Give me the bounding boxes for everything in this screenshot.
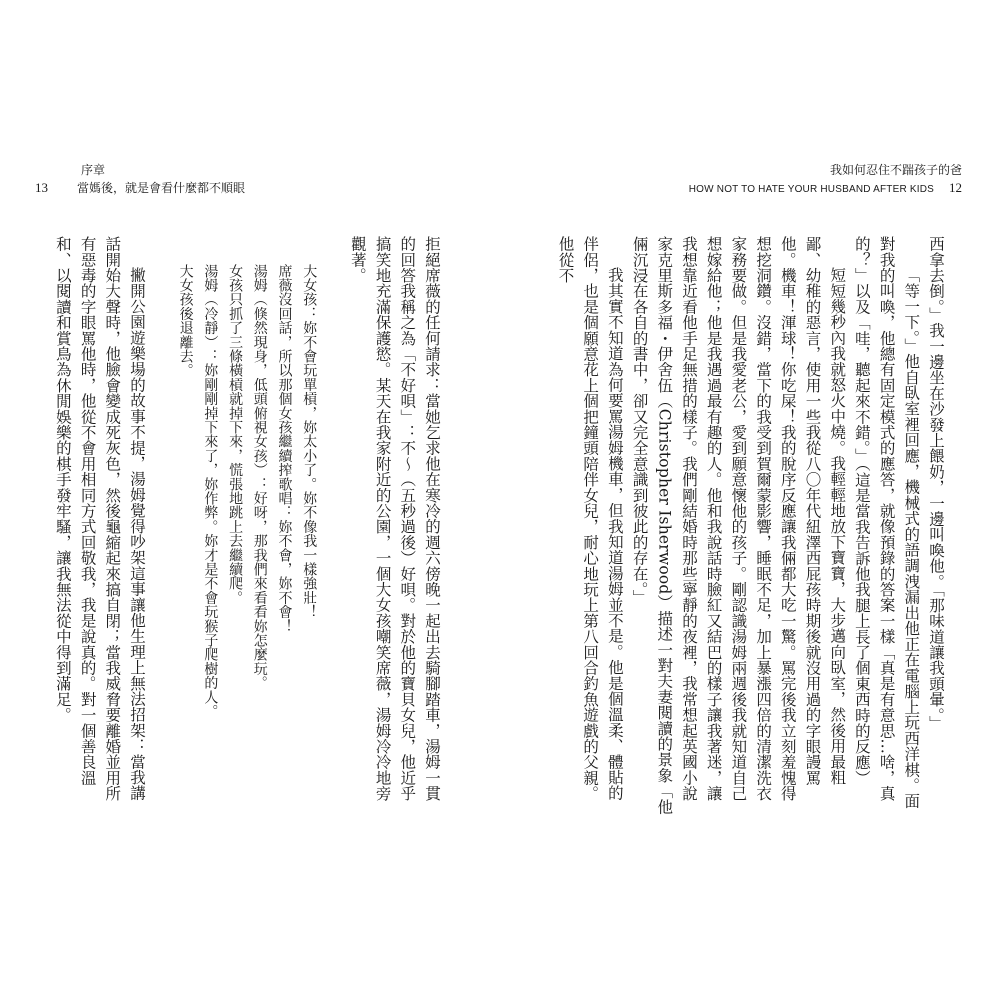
body-text: [556, 236, 948, 816]
running-title-english: HOW NOT TO HATE YOUR HUSBAND AFTER KIDS: [688, 184, 934, 195]
dialog-line: 席薇沒回話，所以那個女孩繼續搾歌唱：妳不會，妳不會！: [276, 264, 293, 634]
spacer: [149, 236, 173, 816]
dialog-line: 湯姆（倏然現身，低頭俯視女孩）：好呀，那我們來看看妳怎麼玩。: [251, 264, 268, 690]
paragraph: 撇開公園遊樂場的故事不提，湯姆覺得吵架這事讓他生理上無法招架：當我講話開始大聲時，他臉會變成死灰色，然後龜縮起來搞自閉；當我威脅要離婚並用所有惡毒的字眼罵他時，他從不會用相同方式回敬我，我是說真的。對一個善良溫和、以閱讀和賞鳥為休閒娛樂的棋手發牢騷，讓我無法從中得到滿足。: [53, 236, 146, 802]
running-title: 我如何忍住不踹孩子的爸: [829, 163, 962, 177]
paragraph: 西拿去倒。」我一邊坐在沙發上餵奶，一邊叫喚他。「那味道讓我頭暈。」: [927, 236, 945, 731]
paragraph: 短短幾秒內我就怒火中燒。我輕輕地放下寶寶，大步邁向臥室，然後用最粗鄙、幼稚的惡言，使用一些我從八〇年代紐澤西屁孩時期後就沒用過的字眼謾罵他。機車！渾球！你吃屎！我的脫序反應讓我倆都大吃一驚。罵完後我立刻羞愧得想挖洞鑽。沒錯，當下的我受到賀爾蒙影響，睡眠不足，加上暴漲四倍的清潔洗衣家務要做。但是我愛老公，愛到願意懷他的孩子。剛認識湯姆兩週後我就知道自己想嫁給他；他是我遇過最有趣的人。他和我說話時臉紅又結巴的樣子讓我著迷，讓我想靠近看他手足無措的樣子。我們剛結婚時那些寧靜的夜裡，我常想起英國小說家克里斯多福・伊舍伍（Christopher Isherwood）描述一對夫妻閱讀的景象「他倆沉浸在各自的書中，卻又完全意識到彼此的存在。」: [630, 236, 847, 815]
dialog-line: 女孩只抓了三條橫槓就掉下來，慌張地跳上去繼續爬。: [227, 264, 244, 605]
paragraph: 「等一下。」他自臥室裡回應，機械式的語調洩漏出他正在電腦上玩西洋棋。面對我的叫喚，他總有固定模式的應答，就像預錄的答案一樣「真是有意思…啥，真的？」以及「哇，聽起來不錯。」（這是當我告訴他我腿上長了個東西時的反應）: [852, 236, 921, 809]
chapter-label: 序章: [81, 163, 106, 177]
dialog-line: 大女孩：妳不會玩單槓，妳太小了。妳不像我一樣強壯！: [301, 264, 318, 619]
page-number: 13: [35, 180, 48, 195]
running-title: 當媽後，就是會看什麼都不順眼: [77, 181, 246, 195]
spacer: [321, 236, 345, 816]
running-header-right: [689, 162, 962, 198]
paragraph: 我其實不知道為何要罵湯姆機車，但我知道湯姆並不是。他是個溫柔、體貼的伴侶，也是個願意花上個把鐘頭陪伴女兒，耐心地玩上第八回合釣魚遊戲的父親。他從不: [556, 236, 624, 802]
dialog-line: 湯姆（冷靜）：妳剛剛掉下來了，妳作弊。妳才是不會玩猴子爬樹的人。: [202, 264, 219, 719]
paragraph: 拒絕席薇的任何請求：當她乞求他在寒冷的週六傍晚一起出去騎腳踏車，湯姆一貫的回答我稱之為「不好唄」：不～（五秒過後）好唄。對於他的寶貝女兒，他近乎搞笑地充滿保護慾。某天在我家附近的公園，一個大女孩嘲笑席薇，湯姆冷冷地旁觀著。: [348, 236, 441, 802]
dialog-line: 大女孩後退離去。: [177, 264, 194, 378]
running-header-left: [35, 162, 245, 197]
right-page: [500, 0, 1000, 1000]
page-number: 12: [949, 180, 962, 195]
body-text: [53, 236, 444, 816]
